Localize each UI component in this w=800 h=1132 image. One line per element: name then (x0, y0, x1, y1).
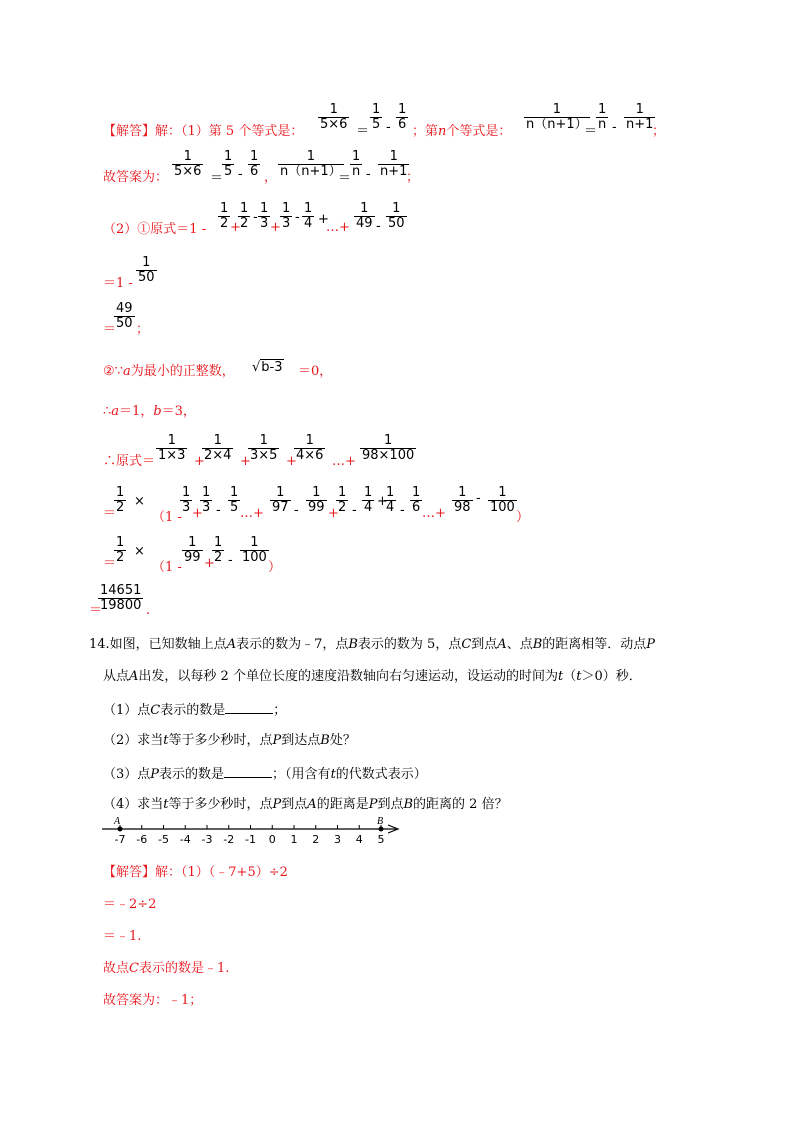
fraction-1-98x100: 1 98×100 (362, 433, 415, 463)
fraction-1-99: 1 99 (184, 535, 201, 565)
dots: …+ (326, 220, 350, 235)
eq-sign: ＝ (103, 322, 117, 337)
tick-label: -4 (179, 833, 191, 846)
fraction-1-3x5: 1 3×5 (250, 433, 278, 463)
paren-close: ） (516, 510, 530, 525)
plus-sign: + (240, 454, 251, 469)
fraction-1-3: 1 3 (182, 485, 191, 515)
fraction-49-50: 49 50 (116, 301, 133, 331)
comma: ， (264, 170, 278, 185)
minus-sign: - (612, 120, 617, 135)
orig-label: ∴原式＝ (103, 454, 156, 469)
times-sign: × (134, 544, 145, 559)
fraction-1-n: 1 n (352, 149, 361, 179)
fraction-1-98: 1 98 (454, 485, 471, 515)
q14-answer-l4: 故点C表示的数是﹣1. (103, 961, 230, 976)
dots: …+ (332, 454, 356, 469)
tick-label: 4 (355, 833, 363, 846)
q14-answer-l1: 【解答】解：（1）（﹣7+5）÷2 (103, 865, 288, 880)
plus-sign: + (286, 454, 297, 469)
eq-sign: ＝ (103, 556, 117, 571)
q14-answer-l2: ＝﹣2÷2 (103, 897, 157, 912)
fraction-1-2: 1 2 (338, 485, 347, 515)
plus-sign: + (230, 220, 241, 235)
fraction-1-2: 1 2 (240, 201, 249, 231)
q14-answer-l5: 故答案为：﹣1； (103, 993, 203, 1008)
fraction-1-5x6: 1 5×6 (174, 149, 202, 179)
fraction-1-3: 1 3 (202, 485, 211, 515)
fraction-1-n1: 1 n+1 (626, 102, 654, 132)
eq-sign: ＝ (210, 171, 224, 186)
fraction-14651-19800: 14651 19800 (100, 583, 142, 613)
minus-sign: - (253, 210, 258, 225)
minus-sign: - (228, 553, 233, 568)
minus-sign: - (476, 491, 481, 506)
fraction-1-50: 1 50 (388, 201, 405, 231)
fraction-1-99: 1 99 (308, 485, 325, 515)
fraction-1-100: 1 100 (242, 535, 267, 565)
q14-line2: 从点A出发，以每秒 2 个单位长度的速度沿数轴向右匀速运动，设运动的时间为t（t＞0）秒． (103, 669, 642, 684)
answer-blank[interactable] (225, 701, 273, 714)
tick-label: -2 (223, 833, 235, 846)
fraction-1-3: 1 3 (282, 201, 291, 231)
minus-sign: - (216, 503, 221, 518)
fraction-1-n1: 1 n+1 (380, 149, 408, 179)
fraction-1-49: 1 49 (356, 201, 373, 231)
q14-sub3: （3）点P表示的数是 ；（用含有t的代数式表示） (103, 767, 427, 782)
plus-sign: + (192, 506, 203, 521)
q14-answer-l3: ＝﹣1. (103, 929, 142, 944)
fraction-1-4: 1 4 (364, 485, 373, 515)
dots: …+ (422, 506, 446, 521)
fraction-1-50: 1 50 (138, 255, 155, 285)
answer-blank[interactable] (224, 765, 272, 778)
eq-sign: ＝ (338, 171, 352, 186)
fraction-1-n: 1 n (598, 102, 607, 132)
circ2-line: ②∵a为最小的正整数， (103, 364, 235, 379)
paren-open: （1 - (152, 560, 182, 575)
semicolon: ； (136, 322, 150, 337)
point-b-label: B (377, 816, 384, 827)
q14-line1: 14.如图，已知数轴上点A表示的数为﹣7，点B表示的数为 5，点C到点A、点B的距离相等．动点P (89, 637, 656, 652)
fraction-1-5: 1 5 (224, 149, 233, 179)
plus-sign: + (270, 220, 281, 235)
fraction-1-6: 1 6 (412, 485, 421, 515)
eq-1-line: ＝1 - (103, 276, 133, 291)
minus-sign: - (238, 167, 243, 182)
answer-tag: 【解答】解：（1）第 5 个等式是： (103, 124, 304, 139)
fraction-1-5x6: 1 5×6 (320, 102, 348, 132)
fraction-1-6: 1 6 (398, 102, 407, 132)
dots: …+ (240, 506, 264, 521)
minus-sign: - (295, 210, 300, 225)
minus-sign: - (376, 219, 381, 234)
minus-sign: - (352, 503, 357, 518)
fraction-1-2: 1 2 (116, 535, 125, 565)
sqrt-eq: ＝0， (298, 364, 333, 379)
fraction-1-5: 1 5 (230, 485, 239, 515)
fraction-1-2: 1 2 (220, 201, 229, 231)
fraction-1-100: 1 100 (490, 485, 515, 515)
plus-sign: + (194, 454, 205, 469)
eq-sign: ＝ (89, 603, 103, 618)
plus-sign: + (204, 556, 215, 571)
q14-sub4: （4）求当t等于多少秒时，点P到点A的距离是P到点B的距离的 2 倍？ (103, 797, 508, 812)
tick-label: 2 (312, 833, 320, 846)
times-sign: × (134, 494, 145, 509)
semicolon: ； (406, 170, 420, 185)
plus-sign: + (377, 494, 388, 509)
fraction-1-2: 1 2 (116, 485, 125, 515)
fraction-1-1x3: 1 1×3 (158, 433, 186, 463)
tick-label: 3 (334, 833, 341, 846)
fraction-1-2: 1 2 (214, 535, 223, 565)
so-answer: 故答案为： (103, 170, 169, 185)
eq-sign: ＝ (356, 124, 370, 139)
minus-sign: - (366, 167, 371, 182)
tick-label: 5 (377, 833, 385, 846)
number-line (100, 812, 410, 852)
sqrt-b-3: √b-3 (252, 360, 283, 375)
fraction-1-nn1: 1 n（n+1） (280, 149, 342, 179)
q14-sub2: （2）求当t等于多少秒时，点P到达点B处？ (103, 733, 356, 748)
minus-sign: - (294, 503, 299, 518)
fraction-1-4x6: 1 4×6 (296, 433, 324, 463)
p1-mid: ；第n个等式是： (412, 124, 512, 139)
tick-label: -3 (201, 833, 213, 846)
fraction-1-5: 1 5 (372, 102, 381, 132)
q14-sub1: （1）点C表示的数是 ； (103, 703, 287, 718)
plus-sign: + (318, 212, 329, 227)
tick-label: -6 (136, 833, 148, 846)
point-a-label: A (114, 816, 121, 827)
fraction-1-97: 1 97 (272, 485, 289, 515)
period: . (146, 603, 151, 618)
plus-sign: + (328, 506, 339, 521)
fraction-1-3: 1 3 (260, 201, 269, 231)
point-b-dot (379, 827, 384, 832)
paren-close: ） (268, 560, 282, 575)
eq-sign: ＝ (103, 506, 117, 521)
eq-sign: ＝ (584, 124, 598, 139)
minus-sign: - (400, 503, 405, 518)
fraction-1-2x4: 1 2×4 (204, 433, 232, 463)
fraction-1-4: 1 4 (386, 485, 395, 515)
minus-sign: - (386, 120, 391, 135)
point-a-dot (118, 827, 123, 832)
semicolon: ； (652, 124, 666, 139)
p2-prefix: （2）①原式＝1 - (103, 222, 207, 237)
tick-label: 0 (268, 833, 276, 846)
ab-line: ∴a＝1，b＝3， (103, 404, 196, 419)
tick-label: -7 (114, 833, 126, 846)
paren-open: （1 - (152, 510, 182, 525)
fraction-1-nn1: 1 n（n+1） (526, 102, 588, 132)
tick-label: -1 (245, 833, 256, 846)
fraction-1-4: 1 4 (304, 201, 313, 231)
tick-label: -5 (158, 833, 169, 846)
tick-label: 1 (290, 833, 298, 846)
fraction-1-6: 1 6 (250, 149, 259, 179)
